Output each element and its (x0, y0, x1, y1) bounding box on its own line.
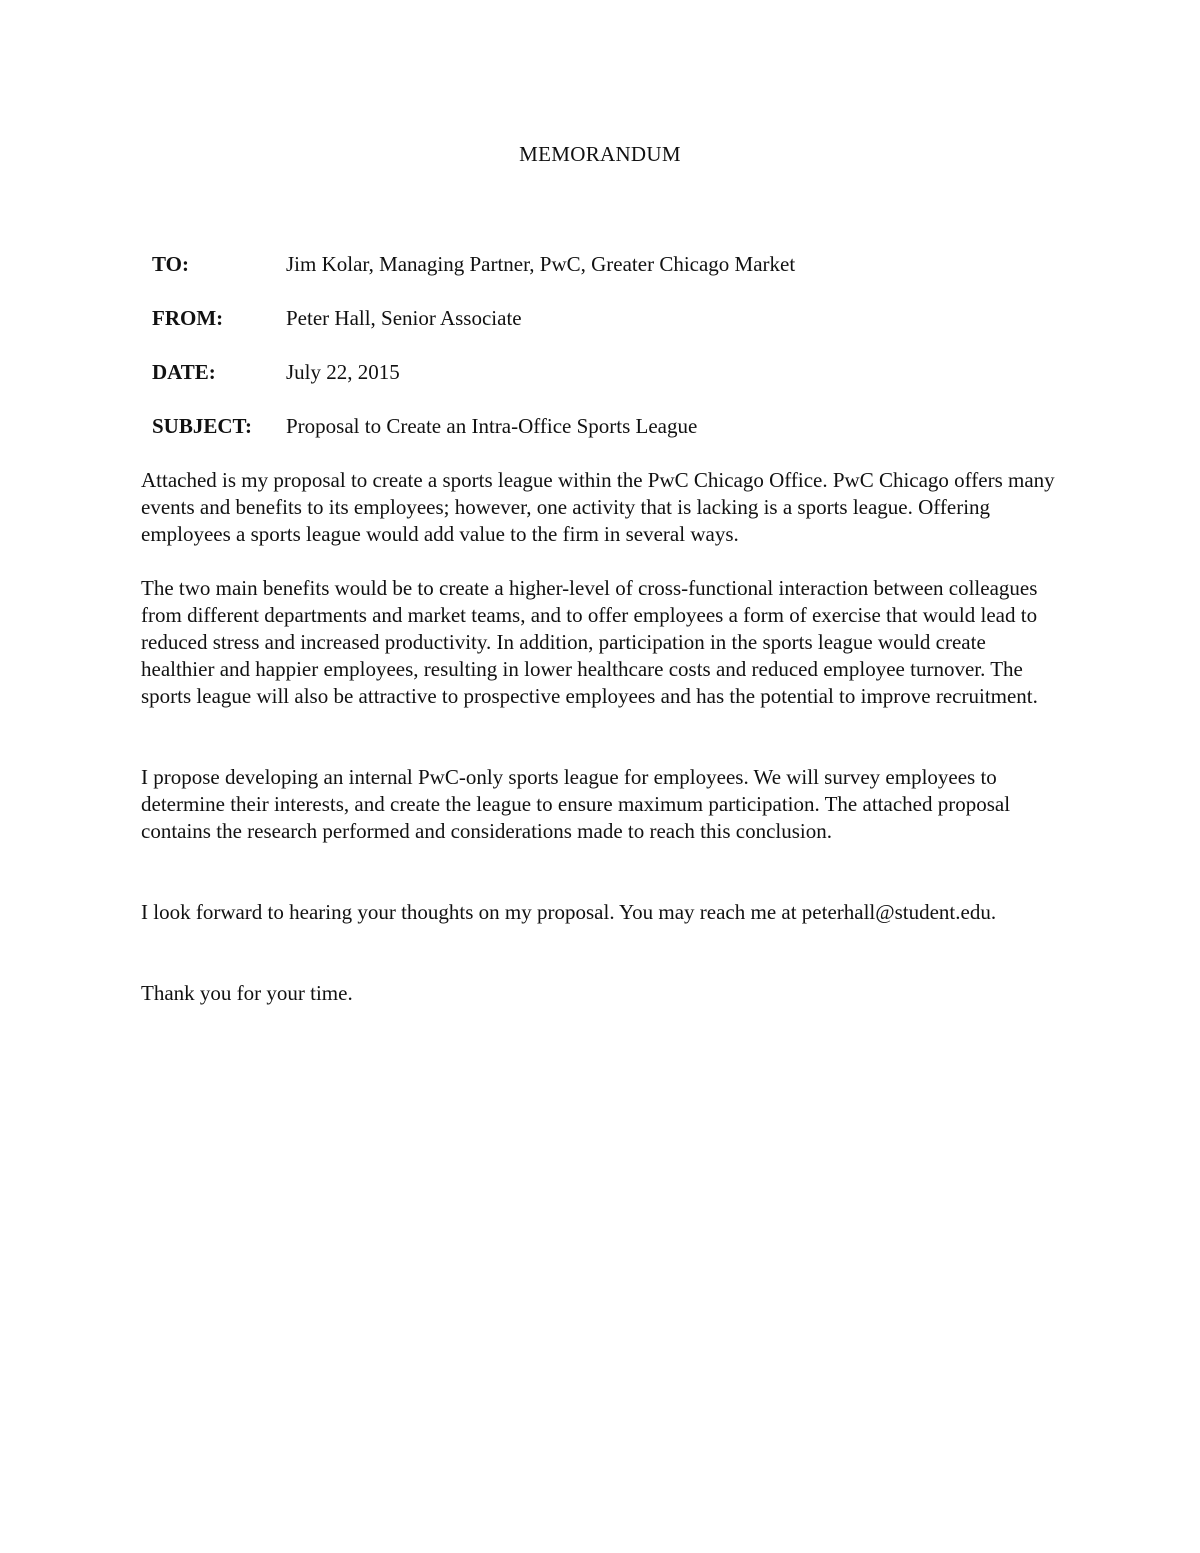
body-paragraph-benefits: The two main benefits would be to create a higher-level of cross-functional interaction between colleagues from different departments and market teams, and to offer employees a form of exercise that would lead to reduced stress and increased productivity. In addition, participation in the sports league would create healthier and happier employees, resulting in lower healthcare costs and reduced employee turnover. The sports league will also be attractive to prospective employees and has the potential to improve recruitment. (141, 576, 1038, 708)
closing-line: Thank you for your time. (141, 981, 353, 1005)
from-row (152, 306, 522, 331)
date-value: July 22, 2015 (286, 360, 400, 384)
memo-title: MEMORANDUM (519, 142, 681, 166)
date-label: DATE: (152, 360, 216, 384)
subject-row (152, 414, 697, 439)
to-label: TO: (152, 252, 189, 276)
body-paragraph-intro: Attached is my proposal to create a sports league within the PwC Chicago Office. PwC Chicago offers many events and benefits to its employees; however, one activity that is lacking is a sports league. Offering employees a sports league would add value to the firm in several ways. (141, 468, 1055, 546)
from-value: Peter Hall, Senior Associate (286, 306, 522, 330)
subject-label: SUBJECT: (152, 414, 252, 438)
body-paragraph-proposal: I propose developing an internal PwC-only sports league for employees. We will survey employees to determine their interests, and create the league to ensure maximum participation. The attached proposal contains the research performed and considerations made to reach this conclusion. (141, 765, 1011, 843)
date-row (152, 360, 400, 385)
to-row (152, 252, 795, 277)
subject-value: Proposal to Create an Intra-Office Sports League (286, 414, 698, 438)
to-value: Jim Kolar, Managing Partner, PwC, Greater Chicago Market (286, 252, 796, 276)
body-paragraph-contact: I look forward to hearing your thoughts on my proposal. You may reach me at peterhall@student.edu. (141, 900, 997, 924)
from-label: FROM: (152, 306, 224, 330)
